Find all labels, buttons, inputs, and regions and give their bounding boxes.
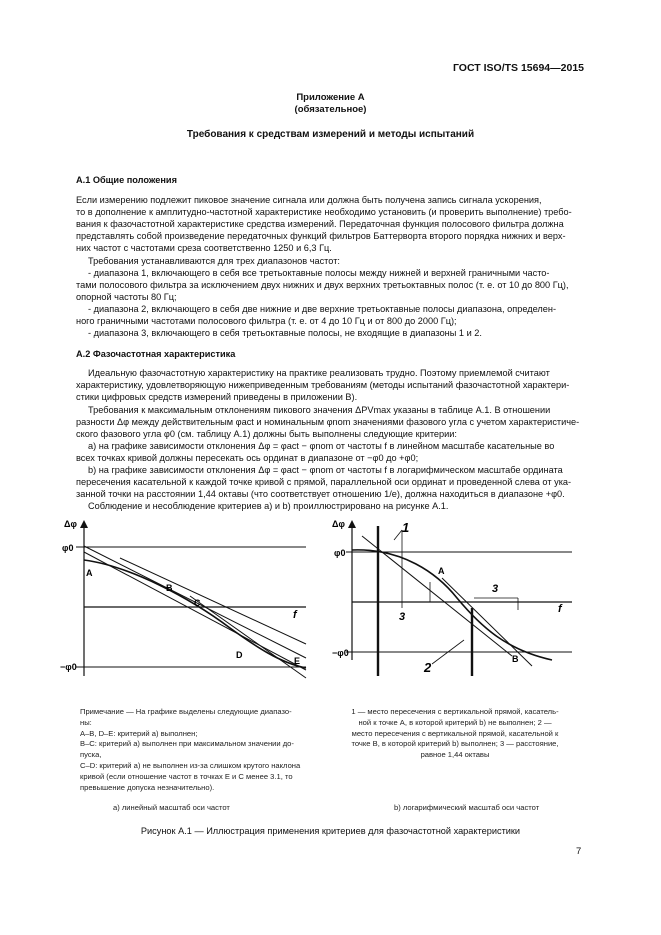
note-line: место пересечения с вертикальной прямой, касательной к bbox=[351, 728, 559, 738]
point-label-b: B bbox=[166, 583, 173, 593]
y-axis-label: Δφ bbox=[64, 519, 77, 529]
phase-curve bbox=[352, 550, 552, 660]
page-number: 7 bbox=[576, 846, 582, 857]
point-label-c: C bbox=[194, 598, 201, 608]
paragraph-line: ского фазового угла φ0 (см. таблицу А.1) должны быть выполнены следующие критерии: bbox=[76, 429, 457, 439]
paragraph-line: Если измерению подлежит пиковое значение сигнала или должна быть получена запись сигнала ускорения, bbox=[76, 195, 542, 205]
paragraph-line: ного граничными частотами полосового фильтра (т. е. от 4 до 10 Гц и от 800 до 2000 Гц); bbox=[76, 316, 457, 326]
paragraph-line: вания к фазочастотной характеристике средства измерений. Передаточная функция полосового фильтра должна bbox=[76, 219, 564, 229]
phi-plus-label: φ0 bbox=[62, 543, 74, 553]
paragraph-line: всех точках кривой должны пересекать ось ординат в диапазоне от −φ0 до +φ0; bbox=[76, 453, 419, 463]
paragraph-line: Соблюдение и несоблюдение критериев а) и b) проиллюстрировано на рисунке А.1. bbox=[88, 501, 449, 511]
callout-3-left: 3 bbox=[399, 611, 406, 623]
note-line: А–В, D–Е: критерий а) выполнен; bbox=[80, 728, 198, 738]
phi-minus-label: −φ0 bbox=[60, 662, 77, 672]
appendix-heading: Требования к средствам измерений и методы испытаний bbox=[186, 129, 475, 140]
y-axis-arrow bbox=[348, 520, 356, 528]
figure-note-left bbox=[80, 707, 320, 793]
caption-a: а) линейный масштаб оси частот bbox=[113, 803, 230, 812]
section-1-heading: А.1 Общие положения bbox=[76, 175, 177, 185]
document-header: ГОСТ ISO/TS 15694—2015 bbox=[452, 62, 584, 74]
paragraph-line: Требования устанавливаются для трех диапазонов частот: bbox=[88, 256, 340, 266]
appendix-title: Приложение А bbox=[296, 92, 365, 103]
paragraph-line: тами полосового фильтра за исключением двух нижних и двух верхних третьоктавных полос (т. е. от 10 до 800 Гц), bbox=[76, 280, 569, 290]
paragraph-line: пересечения касательной к каждой точке кривой с прямой, параллельной оси ординат и проведенной слева от ука- bbox=[76, 477, 572, 487]
callout-1-leader bbox=[394, 530, 402, 540]
paragraph-line: - диапазона 1, включающего в себя все третьоктавные полосы между нижней и верхней граничными часто- bbox=[88, 268, 550, 278]
note-line: С–D: критерий а) не выполнен из-за слишком крутого наклона bbox=[80, 760, 301, 770]
point-label-a: A bbox=[438, 566, 445, 576]
paragraph-line: них частот с частотами среза соответственно 1250 и 6,3 Гц. bbox=[76, 243, 332, 253]
figure-left-linear bbox=[60, 518, 320, 680]
figure-note-right bbox=[330, 707, 580, 761]
tangent-at-a bbox=[362, 536, 512, 656]
paragraph-line: Идеальную фазочастотную характеристику на практике реализовать трудно. Поэтому приемлемой считают bbox=[88, 368, 550, 378]
note-line: пуска, bbox=[80, 750, 102, 760]
note-line: кривой (если отношение частот в точках Е и С менее 3.1, то bbox=[80, 771, 293, 781]
x-axis-label: f bbox=[293, 609, 297, 621]
paragraph-line: характеристику, удовлетворяющую нижеприведенным требованиям (методы испытаний фазочастотной характери- bbox=[76, 380, 570, 390]
note-line: равное 1,44 октавы bbox=[420, 750, 490, 760]
note-line: точке В, в которой критерий b) выполнен; 3 — расстояние, bbox=[351, 739, 559, 749]
callout-2: 2 bbox=[424, 660, 432, 675]
paragraph-line: - диапазона 3, включающего в себя третьоктавные полосы, не входящие в диапазоны 1 и 2. bbox=[88, 328, 482, 338]
paragraph-line: занной точки на расстоянии 1,44 октавы (что соответствует отношению 1/e), должна находиться в диапазоне +φ0. bbox=[76, 489, 565, 499]
paragraph-line: b) на графике зависимости отклонения Δφ = φact − φnom от частоты f в логарифмическом масштабе ордината bbox=[88, 465, 563, 475]
paragraph-line: то в дополнение к амплитудно-частотной характеристике необходимо установить (и проверить выполнение) требо- bbox=[76, 207, 572, 217]
phi-plus-label: φ0 bbox=[334, 548, 346, 558]
point-label-a: A bbox=[86, 568, 93, 578]
note-line: 1 — место пересечения с вертикальной прямой, касатель- bbox=[351, 707, 559, 716]
callout-1: 1 bbox=[402, 520, 410, 535]
figure-caption: Рисунок А.1 — Иллюстрация применения критериев для фазочастотной характеристики bbox=[140, 826, 521, 836]
note-line: Примечание — На графике выделены следующие диапазо- bbox=[80, 707, 292, 716]
phi-minus-label: −φ0 bbox=[332, 648, 349, 658]
section-2-heading: А.2 Фазочастотная характеристика bbox=[76, 349, 236, 359]
note-line: ной к точке А, в которой критерий b) не выполнен; 2 — bbox=[358, 717, 552, 727]
point-label-e: E bbox=[294, 656, 301, 666]
paragraph-line: а) на графике зависимости отклонения Δφ = φact − φnom от частоты f в линейном масштабе касательные во bbox=[88, 441, 555, 451]
note-line: ны: bbox=[80, 717, 92, 727]
appendix-subtitle: (обязательное) bbox=[294, 104, 367, 115]
note-line: В–С: критерий а) выполнен при максимальном значении до- bbox=[80, 739, 294, 749]
note-line: превышение допуска незначительно). bbox=[80, 782, 215, 792]
point-label-d: D bbox=[236, 650, 243, 660]
callout-3-right: 3 bbox=[492, 583, 499, 595]
paragraph-line: представлять собой произведение передаточных функций фильтров Баттерворта второго порядка нижних и верх- bbox=[76, 231, 566, 241]
x-axis-label: f bbox=[558, 603, 562, 615]
paragraph-line: Требования к максимальным отклонениям пикового значения ΔPVmax указаны в таблице А.1. В отношении bbox=[88, 405, 551, 415]
tangent-line-2 bbox=[84, 552, 306, 670]
point-label-b: B bbox=[512, 654, 519, 664]
paragraph-line: стики цифровых средств измерений приведены в приложении В). bbox=[76, 392, 358, 402]
tangent-line-4 bbox=[190, 596, 306, 678]
caption-b: b) логарифмический масштаб оси частот bbox=[394, 803, 540, 812]
y-axis-label: Δφ bbox=[332, 519, 345, 529]
paragraph-line: разности Δφ между действительным φact и номинальным φnom значениями фазового угла с учетом характеристиче- bbox=[76, 417, 580, 427]
y-axis-arrow bbox=[80, 520, 88, 528]
paragraph-line: опорной частоты 80 Гц; bbox=[76, 292, 177, 302]
paragraph-line: - диапазона 2, включающего в себя две нижние и две верхние третьоктавные полосы диапазона, определен- bbox=[88, 304, 557, 314]
tangent-line-3 bbox=[120, 558, 306, 644]
figure-right-log bbox=[332, 518, 582, 680]
tangent-at-b bbox=[442, 578, 532, 666]
